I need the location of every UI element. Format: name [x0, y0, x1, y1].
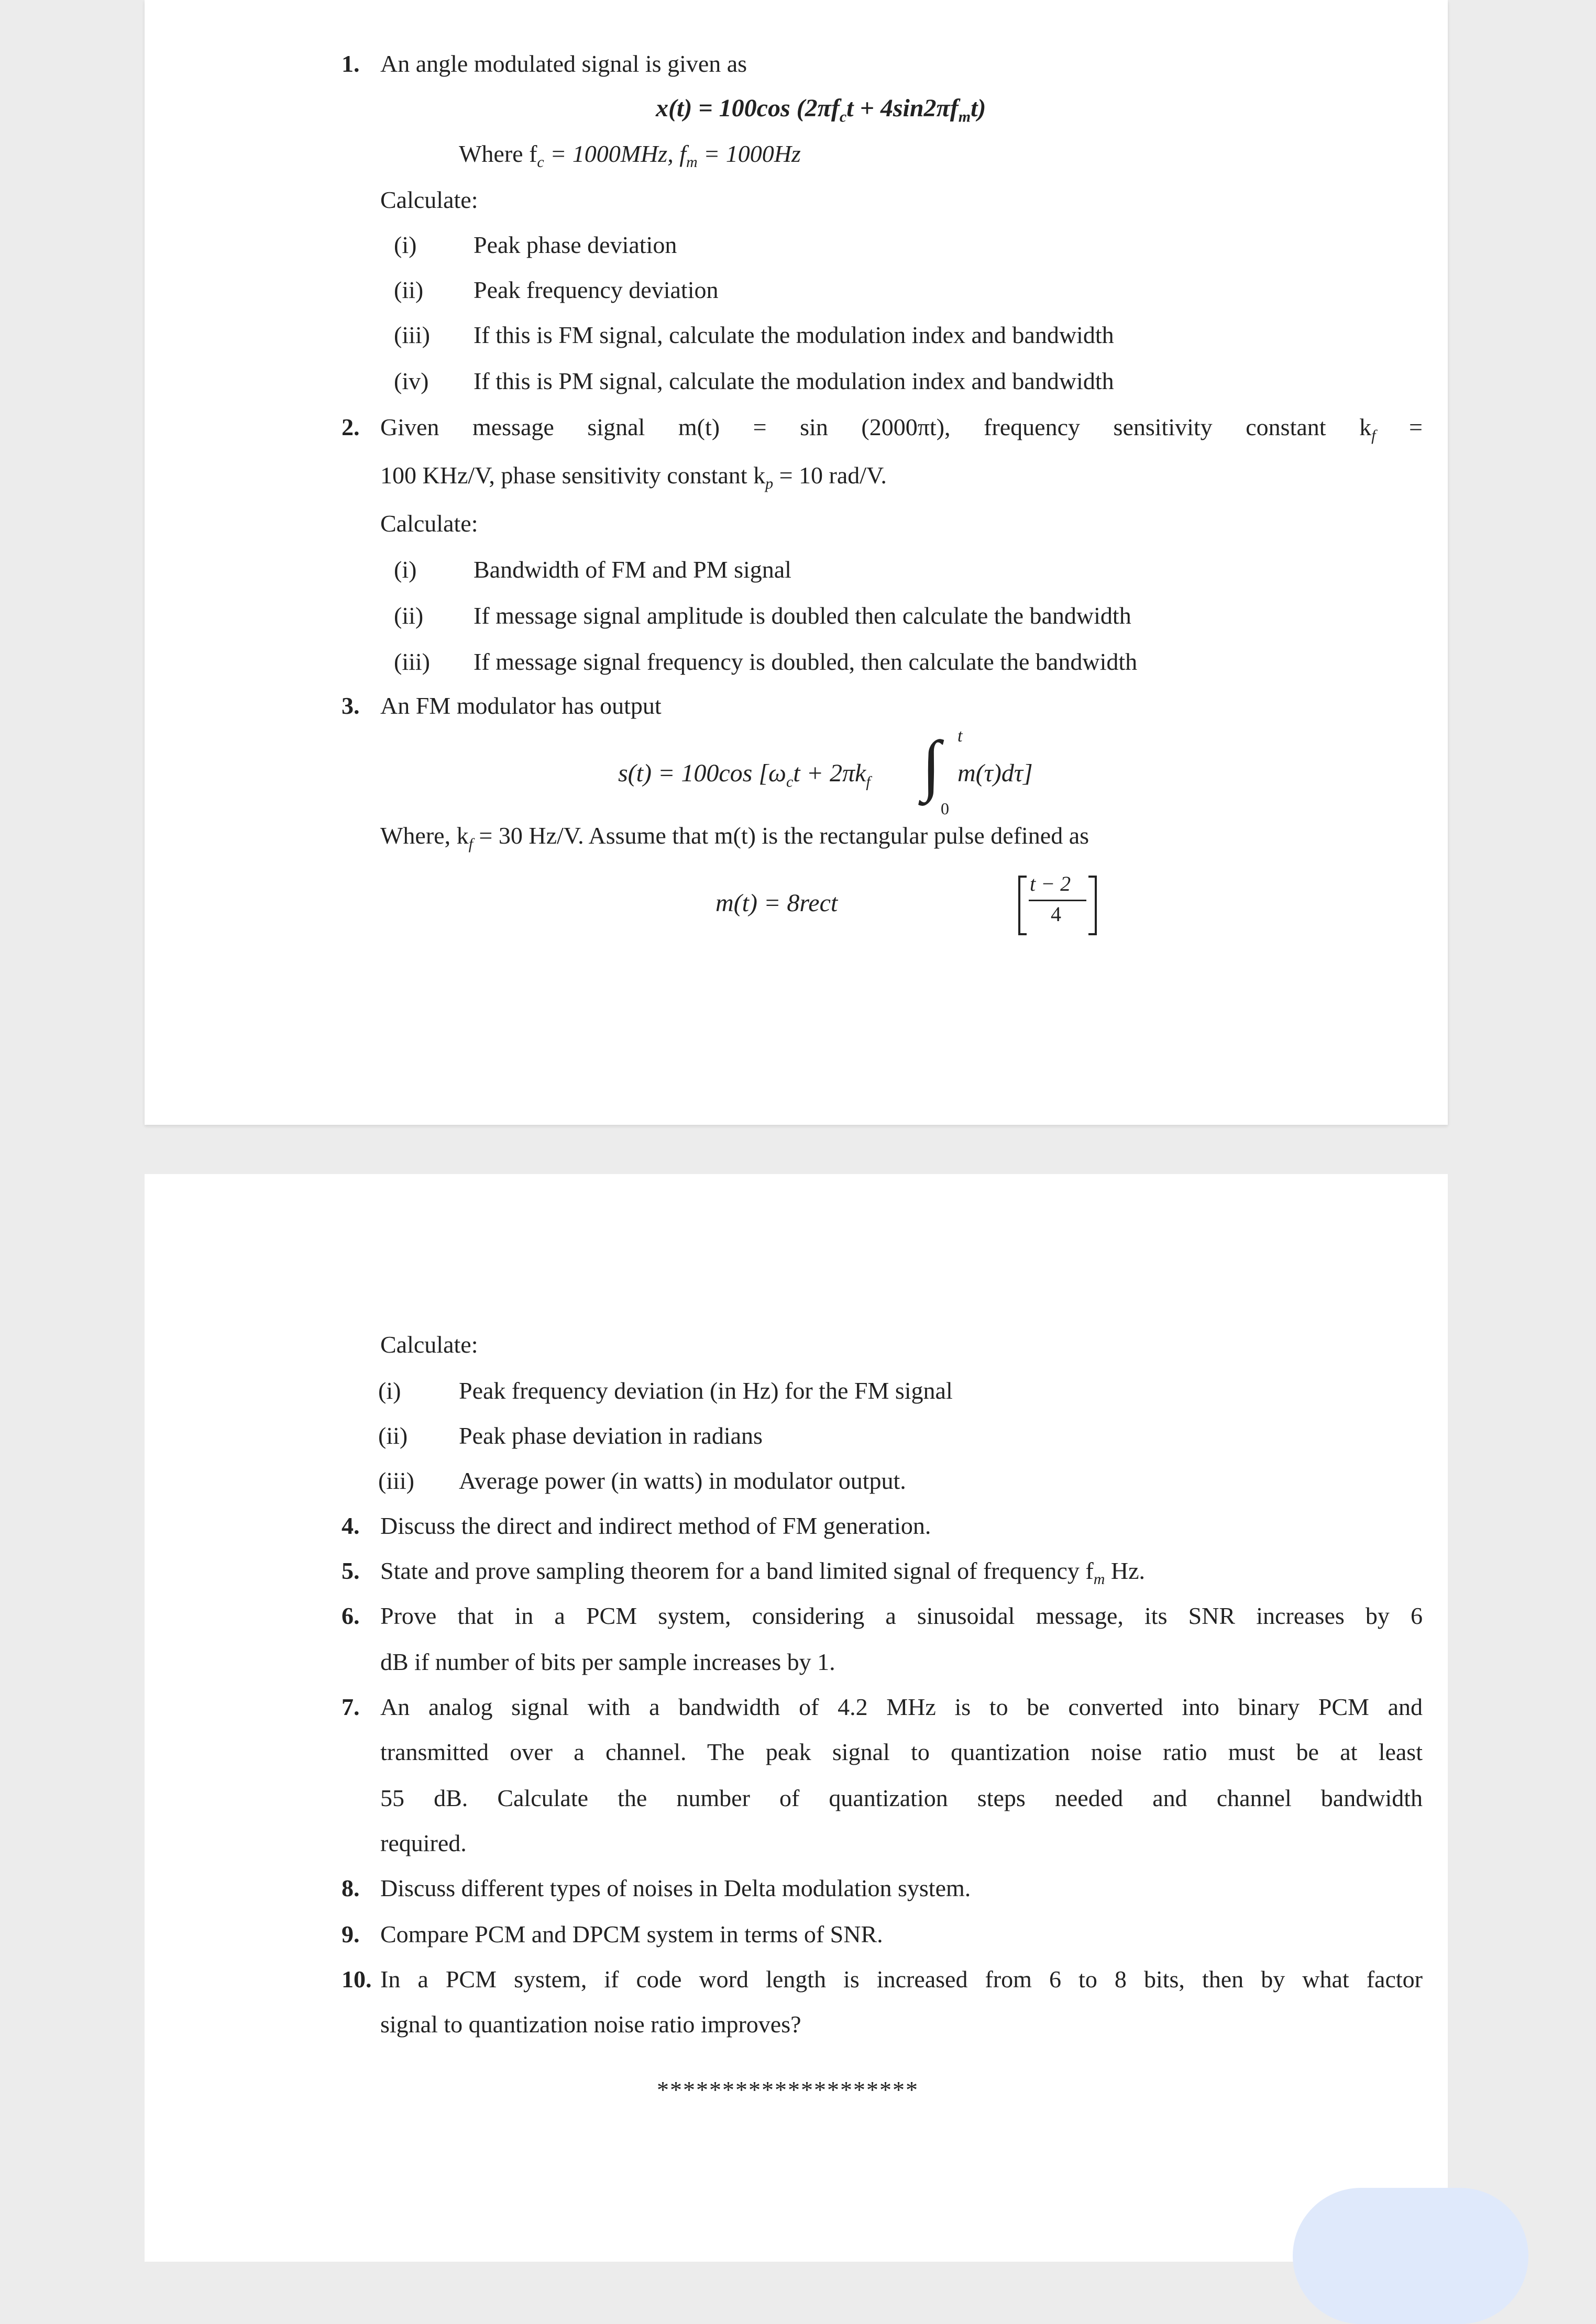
- q3-intro: An FM modulator has output: [380, 692, 662, 719]
- q2-line-2: 100 KHz/V, phase sensitivity constant $k_p = 10$ rad/V.: [380, 462, 887, 493]
- rect-numerator: t − 2: [1030, 872, 1071, 895]
- q2-number: 2.: [342, 414, 360, 440]
- integral-sign: ∫: [922, 727, 941, 803]
- q1-item-iv-number: (iv): [394, 368, 429, 394]
- q8-number: 8.: [342, 1875, 360, 1901]
- q2-item-iii-number: (iii): [394, 648, 430, 675]
- q2-item-i: Bandwidth of FM and PM signal: [474, 556, 791, 583]
- q7-line-1: An analog signal with a bandwidth of 4.2 MHz is to be converted into binary PCM and: [380, 1694, 1423, 1720]
- q1-intro: An angle modulated signal is given as: [380, 50, 747, 77]
- q5-number: 5.: [342, 1557, 360, 1584]
- q8-text: Discuss different types of noises in Delta modulation system.: [380, 1875, 971, 1901]
- right-bracket: [1088, 876, 1097, 935]
- p2-item-iii: Average power (in watts) in modulator output.: [459, 1467, 906, 1494]
- q6-line-1: Prove that in a PCM system, considering a sinusoidal message, its SNR increases by 6: [380, 1602, 1423, 1629]
- q10-line-2: signal to quantization noise ratio improves?: [380, 2011, 801, 2038]
- rect-left: m(t) = 8rect: [716, 889, 838, 917]
- q1-where: Where $f_c = 1000MHz$, $f_m = 1000Hz$: [459, 140, 801, 171]
- q1-item-ii: Peak frequency deviation: [474, 276, 719, 303]
- p2-item-i-number: (i): [378, 1377, 401, 1404]
- q4-text: Discuss the direct and indirect method of FM generation.: [380, 1512, 931, 1539]
- q7-line-3: 55 dB. Calculate the number of quantization steps needed and channel bandwidth: [380, 1785, 1423, 1811]
- p2-item-ii: Peak phase deviation in radians: [459, 1422, 763, 1449]
- q1-item-iv: If this is PM signal, calculate the modulation index and bandwidth: [474, 368, 1114, 394]
- p2-item-i: Peak frequency deviation (in Hz) for the FM signal: [459, 1377, 953, 1404]
- p2-item-iii-number: (iii): [378, 1467, 414, 1494]
- q7-line-4: required.: [380, 1830, 467, 1856]
- q10-number: 10.: [342, 1966, 372, 1993]
- q10-line-1: In a PCM system, if code word length is increased from 6 to 8 bits, then by what factor: [380, 1966, 1423, 1993]
- p2-item-ii-number: (ii): [378, 1422, 408, 1449]
- q2-item-iii: If message signal frequency is doubled, then calculate the bandwidth: [474, 648, 1138, 675]
- q9-number: 9.: [342, 1921, 360, 1947]
- q2-item-ii-number: (ii): [394, 602, 424, 629]
- q1-item-i-number: (i): [394, 231, 417, 258]
- q9-text: Compare PCM and DPCM system in terms of SNR.: [380, 1921, 883, 1947]
- q6-number: 6.: [342, 1602, 360, 1629]
- page-1: [145, 0, 1448, 1125]
- rect-denominator: 4: [1051, 902, 1061, 926]
- q1-number: 1.: [342, 50, 360, 77]
- q3-where: Where, $k_f = 30$ Hz/V. Assume that m(t) is the rectangular pulse defined as: [380, 822, 1089, 853]
- page-2: [145, 1174, 1448, 2262]
- floating-action-button[interactable]: [1293, 2188, 1528, 2324]
- q1-item-i: Peak phase deviation: [474, 231, 677, 258]
- integral-upper-limit: t: [957, 726, 963, 746]
- q1-item-iii-number: (iii): [394, 322, 430, 348]
- q6-line-2: dB if number of bits per sample increases by 1.: [380, 1648, 835, 1675]
- q7-number: 7.: [342, 1694, 360, 1720]
- q5-text: State and prove sampling theorem for a band limited signal of frequency $f_m$ Hz.: [380, 1557, 1146, 1588]
- q1-calculate-label: Calculate:: [380, 186, 478, 213]
- q7-line-2: transmitted over a channel. The peak signal to quantization noise ratio must be at least: [380, 1739, 1423, 1765]
- integral-lower-limit: 0: [941, 799, 949, 818]
- q2-line-1: Given message signal m(t) = sin (2000πt), frequency sensitivity constant $k_f$ =: [380, 414, 1423, 445]
- q2-item-ii: If message signal amplitude is doubled then calculate the bandwidth: [474, 602, 1131, 629]
- p2-calculate-label: Calculate:: [380, 1331, 478, 1358]
- q3-number: 3.: [342, 692, 360, 719]
- q4-number: 4.: [342, 1512, 360, 1539]
- q1-equation: x(t) = 100cos $(2\pi f_ct + 4\sin 2\pi f_mt)$: [656, 94, 986, 126]
- q3-equation-left: s(t) = 100cos [$\omega_ct + 2\pi k_f$: [618, 759, 871, 791]
- q2-calculate-label: Calculate:: [380, 510, 478, 537]
- q2-item-i-number: (i): [394, 556, 417, 583]
- left-bracket: [1018, 876, 1027, 935]
- q1-item-ii-number: (ii): [394, 276, 424, 303]
- end-stars-divider: ********************: [657, 2076, 919, 2103]
- q1-item-iii: If this is FM signal, calculate the modulation index and bandwidth: [474, 322, 1114, 348]
- fraction-bar: [1029, 900, 1086, 901]
- q3-equation-right: m(τ)dτ]: [957, 759, 1033, 787]
